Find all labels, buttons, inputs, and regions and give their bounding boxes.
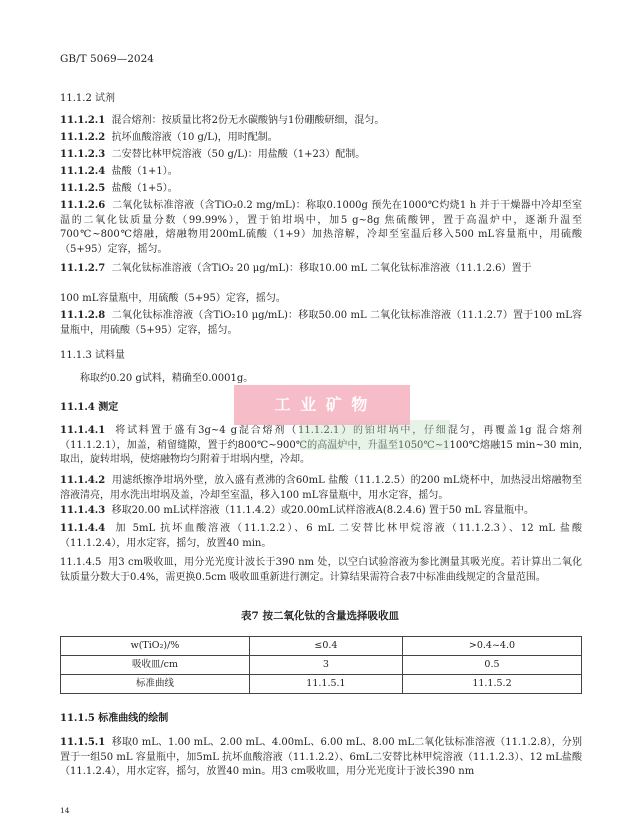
- clause-number: 11.1.4.1: [60, 425, 106, 436]
- section-determination: 11.1.4 测定: [60, 402, 119, 413]
- table-row: [61, 637, 582, 656]
- table-cell: 0.5: [402, 656, 581, 675]
- table-cell: 11.1.5.2: [402, 675, 581, 694]
- clause-text: 二氧化钛标准溶液（含TiO₂ 20 μg/mL)：移取10.00 mL 二氧化钛标准溶液（11.1.2.6）置于: [111, 263, 532, 274]
- table-cell: >0.4~4.0: [402, 637, 581, 656]
- clause-number: 11.1.2.3: [60, 149, 106, 160]
- clause-11-1-2-5: [60, 182, 582, 197]
- table-cell: 标准曲线: [61, 675, 250, 694]
- standard-header: GB/T 5069—2024: [60, 53, 154, 65]
- clause-11-1-2-2: [60, 131, 582, 146]
- table-cell: 吸收皿/cm: [61, 656, 250, 675]
- clause-text: 将试料置于盛有3g~4 g混合熔剂（11.1.2.1）的铂坩埚中，仔细混匀，再覆盖1g 混合熔剂（11.1.2.1），加盖，稍留缝隙，置于约800℃~900℃的高温炉中，升温至1050℃~1100℃熔融15 min~30 min,取出，旋转坩埚，使熔融物均匀附着于坩埚内壁，冷却。: [60, 425, 583, 465]
- table-cell: 3: [249, 656, 402, 675]
- table-row: [61, 675, 582, 694]
- clause-text: 加 5mL 抗坏血酸溶液（11.1.2.2）、6 mL 二安替比林甲烷溶液（11.1.2.3）、12 mL 盐酸（11.1.2.4），用水定容，摇匀，放置40 min。: [60, 523, 583, 549]
- clause-number: 11.1.2.1: [60, 115, 106, 126]
- clause-number: 11.1.4.2: [60, 475, 106, 486]
- clause-11-1-2-4: [60, 165, 582, 180]
- clause-text: 用滤纸擦净坩埚外壁，放入盛有煮沸的含60mL 盐酸（11.1.2.5）的200 mL烧杯中，加热浸出熔融物至溶液清亮，用水洗出坩埚及盖，冷却至室温，移入100 mL容量瓶中，用水定容，摇匀。: [60, 475, 583, 501]
- clause-11-1-2-7-cont: 100 mL容量瓶中，用硫酸（5+95）定容，摇匀。: [60, 293, 286, 304]
- clause-text: 混合熔剂：按质量比将2份无水碳酸钠与1份硼酸研细，混匀。: [111, 115, 385, 126]
- clause-number: 11.1.5.1: [60, 737, 106, 748]
- clause-11-1-2-3: [60, 148, 582, 163]
- clause-number: 11.1.2.6: [60, 200, 106, 211]
- watermark-logo: 工 业 矿 物: [234, 385, 410, 425]
- section-reagents: 11.1.2 试剂: [60, 93, 115, 104]
- clause-text: 盐酸（1+5）。: [111, 183, 178, 194]
- clause-text: 移取0 mL、1.00 mL、2.00 mL、4.00mL、6.00 mL、8.00 mL二氧化钛标准溶液（11.1.2.8），分别置于一组50 mL 容量瓶中，加5mL 抗坏血酸溶液（11.1.2.2）、6mL二安替比林甲烷溶液（11.1.2.3）、12 mL盐酸（11.1.2.4），用水定容，摇匀，放置40 min。用3 cm吸收皿，用分光光度计于波长390 nm: [60, 737, 583, 777]
- clause-text: 二安替比林甲烷溶液（50 g/L)：用盐酸（1+23）配制。: [111, 149, 366, 160]
- clause-11-1-2-8: [60, 309, 582, 338]
- clause-text: 盐酸（1+1）。: [111, 166, 178, 177]
- clause-text: 二氧化钛标准溶液（含TiO₂10 μg/mL)：移取50.00 mL 二氧化钛标准溶液（11.1.2.7）置于100 mL容量瓶中，用硫酸（5+95）定容，摇匀。: [60, 310, 582, 336]
- clause-number: 11.1.4.3: [60, 505, 106, 516]
- clause-11-1-2-1: [60, 114, 582, 129]
- clause-11-1-4-2: [60, 474, 582, 503]
- clause-11-1-4-3: [60, 504, 582, 519]
- clause-number: 11.1.2.4: [60, 166, 106, 177]
- section-sample-amount: 11.1.3 试料量: [60, 350, 125, 361]
- clause-text: 移取20.00 mL试样溶液（11.1.4.2）或20.00mL试样溶液A(8.2.4.6) 置于50 mL 容量瓶中。: [111, 505, 535, 516]
- cuvette-selection-table: [60, 636, 582, 694]
- clause-11-1-2-6: [60, 199, 582, 257]
- clause-11-1-5-1: [60, 736, 582, 780]
- clause-text: 二氧化钛标准溶液（含TiO₂0.2 mg/mL)：称取0.1000g 预先在1000℃灼烧1 h 并于干燥器中冷却至室温的二氧化钛质量分数（99.99%），置于铂坩埚中，加5 g~8g 焦硫酸钾，置于高温炉中，逐渐升温至700℃~800℃熔融，熔融物用200mL硫酸（1+9）加热溶解，冷却至室温后移入500 mL容量瓶中，用硫酸（5+95）定容，摇匀。: [60, 200, 582, 255]
- clause-text: 用3 cm吸收皿，用分光光度计波长于390 nm 处，以空白试验溶液为参比测量其吸光度。若计算出二氧化钛质量分数大于0.4%，需更换0.5cm 吸收皿重新进行测定。计算结果需符合表7中标准曲线规定的含量范围。: [60, 557, 582, 583]
- table-title: 表7 按二氧化钛的含量选择吸收皿: [241, 610, 399, 622]
- page-number: 14: [60, 806, 70, 815]
- clause-11-1-4-4: [60, 522, 582, 551]
- clause-number: 11.1.2.2: [60, 132, 106, 143]
- table-cell: w(TiO₂)/%: [61, 637, 250, 656]
- clause-text: 抗坏血酸溶液（10 g/L)，用时配制。: [111, 132, 278, 143]
- clause-number: 11.1.4.5: [60, 557, 102, 568]
- clause-number: 11.1.2.5: [60, 183, 106, 194]
- table-cell: ≤0.4: [249, 637, 402, 656]
- clause-number: 11.1.2.7: [60, 263, 106, 274]
- clause-number: 11.1.2.8: [60, 310, 106, 321]
- clause-number: 11.1.4.4: [60, 523, 106, 534]
- clause-11-1-2-7: [60, 262, 582, 277]
- clause-11-1-4-5: [60, 556, 582, 585]
- table-row: [61, 656, 582, 675]
- sample-amount-text: 称取约0.20 g试料，精确至0.0001g。: [80, 373, 254, 384]
- table-cell: 11.1.5.1: [249, 675, 402, 694]
- section-calibration-curve: 11.1.5 标准曲线的绘制: [60, 713, 169, 724]
